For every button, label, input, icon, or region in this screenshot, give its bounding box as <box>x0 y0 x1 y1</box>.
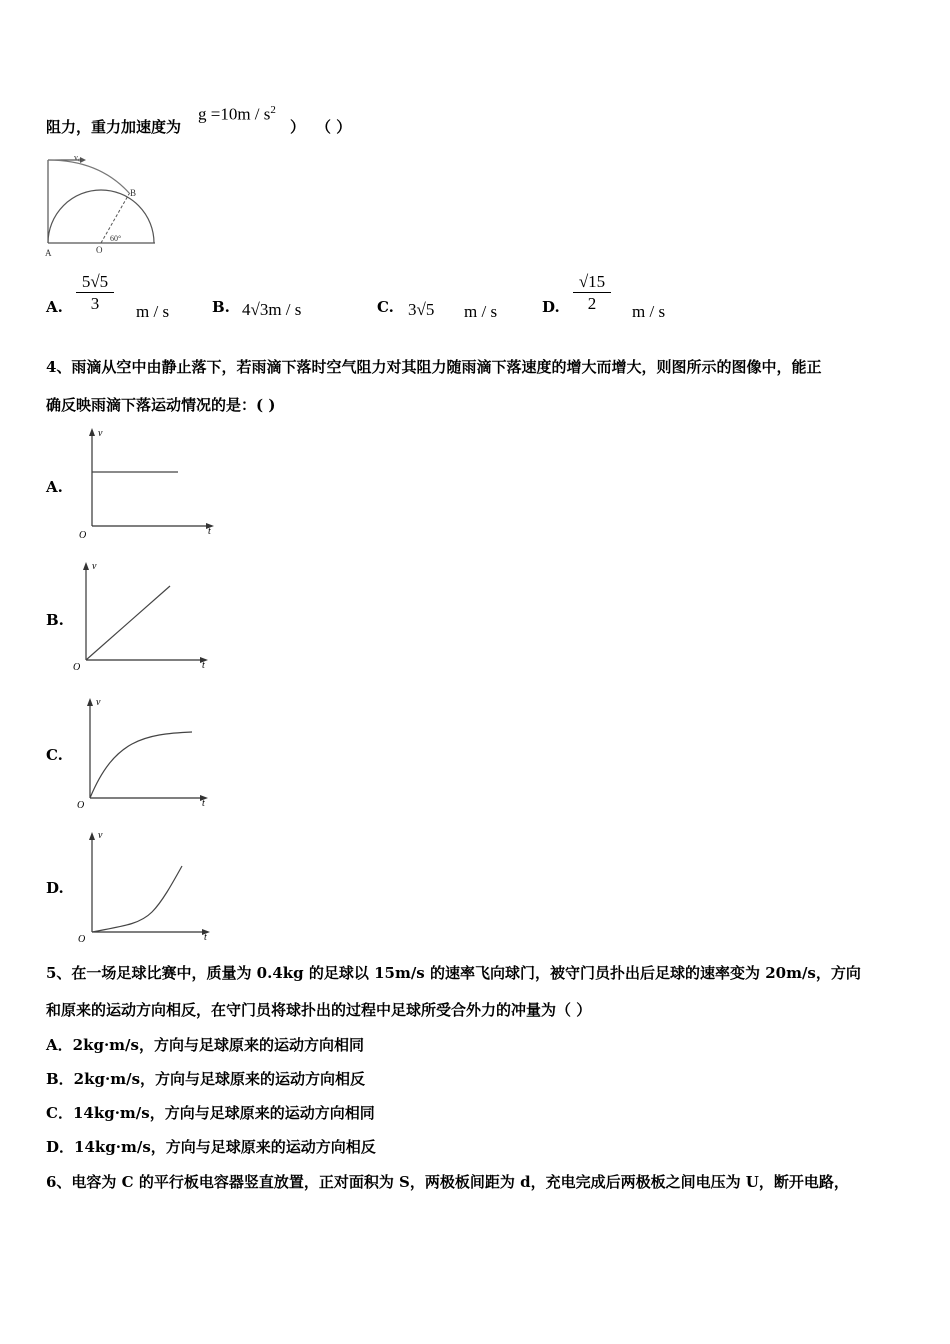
q3-close-paren: ） <box>290 118 306 136</box>
q4-graph-d <box>74 824 224 944</box>
q5-stem-line1: 5、在一场足球比赛中，质量为 0.4kg 的足球以 15m/s 的速率飞向球门，被守门员扑出后足球的速率变为 20m/s，方向 <box>46 964 861 982</box>
q3-option-d-num: √15 <box>578 272 606 291</box>
q4-c-curve <box>90 732 192 798</box>
q4-b-label-v: v <box>92 561 97 572</box>
q3-option-b-expr: 4√3m / s <box>242 300 302 319</box>
q4-option-d-label: D. <box>46 879 64 897</box>
q4-option-b-label: B. <box>46 611 64 629</box>
q4-b-v-arrow <box>83 562 89 570</box>
q3-option-d-label: D. <box>542 298 560 316</box>
q4-d-label-t: t <box>204 932 207 943</box>
q4-b-label-origin: O <box>73 662 81 673</box>
q3-option-a-unit: m / s <box>136 302 170 321</box>
q4-a-v-arrow <box>89 428 95 436</box>
q3-option-a-fraction <box>76 272 114 314</box>
q4-c-v-arrow <box>87 698 93 706</box>
q4-c-label-t: t <box>202 798 205 809</box>
q3-stem-text: 阻力，重力加速度为 <box>46 118 182 136</box>
q4-d-v-arrow <box>89 832 95 840</box>
q4-d-label-v: v <box>98 830 103 841</box>
q3-projectile-figure <box>40 152 160 260</box>
q4-a-label-t: t <box>208 526 211 537</box>
q4-d-label-origin: O <box>78 934 86 944</box>
q4-graph-c <box>74 690 224 810</box>
q4-b-curve <box>86 586 170 660</box>
q3-g-value: g =10m / s <box>198 104 271 124</box>
q5-stem-line2: 和原来的运动方向相反，在守门员将球扑出的过程中足球所受合外力的冲量为（ ） <box>46 1001 592 1019</box>
q3-trajectory <box>48 160 130 194</box>
q3-option-a-label: A. <box>46 298 63 316</box>
q3-label-O: O <box>96 245 103 255</box>
q3-label-v0: v₀ <box>74 153 81 162</box>
q4-stem-line2: 确反映雨滴下落运动情况的是：( ) <box>46 396 276 414</box>
q4-graph-a <box>74 424 224 542</box>
q3-option-a-num: 5√5 <box>81 272 109 291</box>
q3-stem <box>46 116 181 137</box>
q3-label-angle: 60° <box>110 234 122 243</box>
q3-option-c-label: C. <box>377 298 394 316</box>
q4-c-label-v: v <box>96 697 101 708</box>
q3-option-c-unit: m / s <box>464 302 498 321</box>
q3-g-exponent: 2 <box>270 104 276 116</box>
q4-graph-b <box>70 556 220 674</box>
q4-a-label-origin: O <box>79 530 87 541</box>
q4-d-curve <box>92 866 182 932</box>
q3-v0-arrowhead <box>80 157 86 163</box>
q4-option-a-label: A. <box>46 478 63 496</box>
q4-option-c-label: C. <box>46 746 63 764</box>
q3-option-c-expr: 3√5 <box>408 300 435 319</box>
q3-option-d-unit: m / s <box>632 302 666 321</box>
q5-option-a: A．2kg·m/s，方向与足球原来的运动方向相同 <box>46 1036 364 1054</box>
q4-stem-line1: 4、雨滴从空中由静止落下，若雨滴下落时空气阻力对其阻力随雨滴下落速度的增大而增大，则图所示的图像中，能正 <box>46 358 822 376</box>
q3-option-a-den: 3 <box>76 292 114 314</box>
q3-option-d-fraction <box>573 272 611 314</box>
q3-option-b-label: B. <box>212 298 230 316</box>
q3-label-A: A <box>45 248 52 258</box>
q3-g-formula <box>198 104 276 125</box>
q5-option-c: C．14kg·m/s，方向与足球原来的运动方向相同 <box>46 1104 375 1122</box>
q4-c-label-origin: O <box>77 800 85 810</box>
q5-option-b: B．2kg·m/s，方向与足球原来的运动方向相反 <box>46 1070 366 1088</box>
q5-option-d: D．14kg·m/s，方向与足球原来的运动方向相反 <box>46 1138 376 1156</box>
q3-answer-blank: （ ） <box>316 118 352 136</box>
q3-option-d-den: 2 <box>573 292 611 314</box>
q4-a-label-v: v <box>98 428 103 439</box>
q6-stem-line1: 6、电容为 C 的平行板电容器竖直放置，正对面积为 S，两极板间距为 d，充电完成后两极板之间电压为 U，断开电路， <box>46 1173 849 1191</box>
q3-semicircle <box>48 190 154 243</box>
q4-b-label-t: t <box>202 660 205 671</box>
q3-label-B: B <box>130 188 137 198</box>
